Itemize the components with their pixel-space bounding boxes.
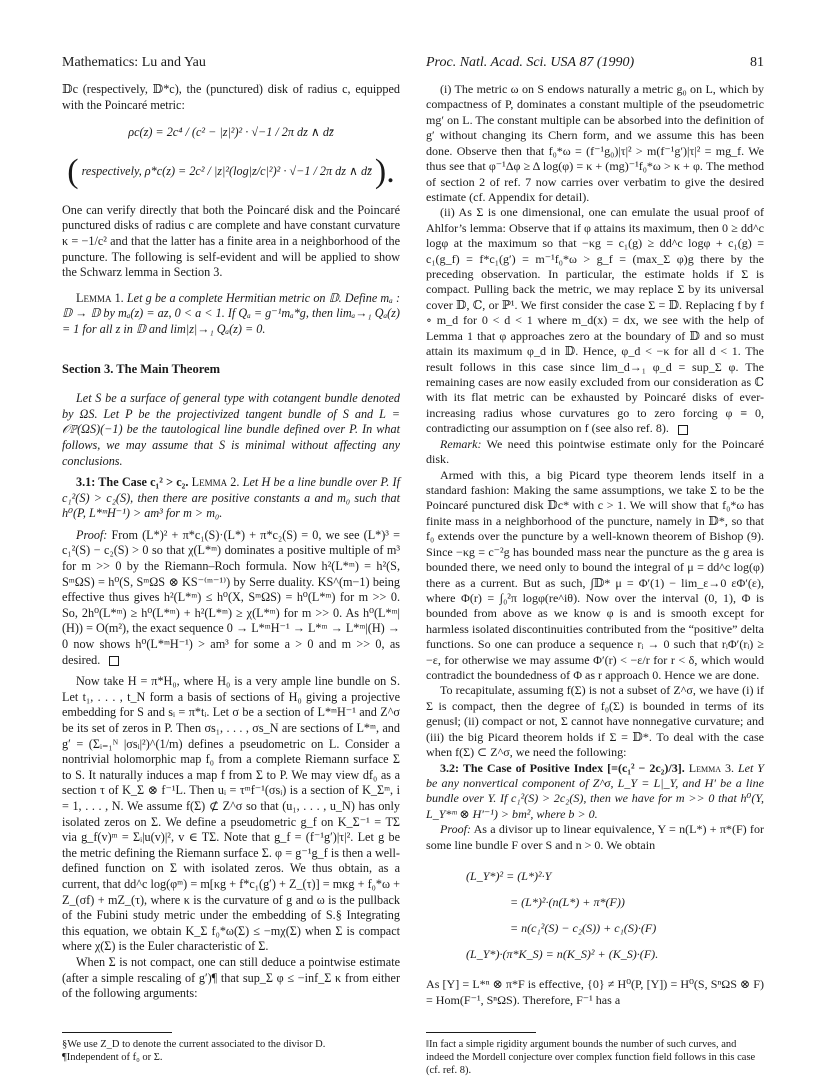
lemma-3-text: Let Y be any nonvertical component of Z^σ, L_Y = L|_Y, and H′ be a line bundle over Y. If c₁²(S) > 2c₂(S), then we have for m >> 0 that h⁰(Y, L_Y*ᵐ ⊗ H′⁻¹) > bm², where b > 0. — [426, 760, 765, 821]
intro-paragraph: 𝔻c (respectively, 𝔻*c), the (punctured) disk of radius c, equipped with the Poincaré metric: — [62, 82, 400, 112]
lemma-3-label: Lemma 3. — [688, 760, 734, 775]
lemma-2-text: Let H be a line bundle over P. If c₁²(S) > c₂(S), then there are positive constants a and m₀ such that h⁰(P, L*ᵐH⁻¹) > am³ for m > m₀. — [62, 475, 400, 521]
proof-3-label: Proof: — [440, 822, 472, 837]
footnotes-left — [62, 1038, 400, 1064]
recap-paragraph: To recapitulate, assuming f(Σ) is not a subset of Z^σ, we have (i) if Σ is compact, then the degree of f₀(Σ) is bounded in terms of its genus‖; (ii) compact or not, Σ cannot have nonnegative curvature; and (iii) the big Picard theorem holds if Σ = 𝔻*. To deal with the case when f(Σ) ⊂ Z^σ, we need the following: — [426, 683, 764, 760]
proof-lemma-3-text: As a divisor up to linear equivalence, Y = n(L*) + π*(F) for some line bundle F over S and n > 0. We obtain — [426, 822, 764, 852]
footnote-section: §We use Z_D to denote the current associated to the divisor D. — [62, 1039, 326, 1050]
punctured-poincare-equation — [62, 152, 400, 190]
lemma-3 — [426, 761, 764, 823]
punctured-equation-text: respectively, ρ*c(z) = 2c² / |z|²(log|z/c|²)² · √−1 / 2π dz ∧ dz̄ — [81, 163, 372, 178]
noncompact-paragraph: When Σ is not compact, one can still deduce a pointwise estimate (after a simple rescaling of g′)¶ that sup_Σ φ ≤ −inf_Σ κ from either of the following arguments: — [62, 954, 400, 1001]
picard-paragraph: Armed with this, a big Picard type theorem lends itself in a standard fashion: Making the same assumptions, we take Σ to be the Poincaré punctured disk 𝔻c* with c > 1. We will show that f₀*ω has finite mass in a neighborhood of the puncture, namely in 𝔻*, so that f₀ extends over the puncture by a well-known theorem of Bishop (9). Since −κg = c⁻²g has bounded mass near the puncture as the g area is bounded there, we need only to bound the integral of μ = dd^c log(φ) there as a current. But as such, ∫𝔻* μ = Φ′(1) − lim_ε→0 εΦ′(ε), where Φ(r) = ∫₀²π logφ(re^iθ). Now over the interval (0, 1), Φ is bounded from above as we know φ is and is smooth except for harmless isolated discontinuities contributed from the “positive” delta functions. So one can produce a sequence rᵢ → 0 such that rᵢΦ′(rᵢ) ≥ −ε, for otherwise we may assume Φ′(r) < −ε/r for r < δ, which would contradict the boundedness of Φ as r approach 0. Hence we are done. — [426, 467, 764, 683]
final-paragraph: As [Y] = L*ⁿ ⊗ π*F is effective, {0} ≠ H⁰(P, [Y]) = H⁰(S, SⁿΩS ⊗ F) = Hom(F⁻¹, SⁿΩS). Therefore, F⁻¹ has a — [426, 977, 764, 1007]
close-paren: ). — [374, 152, 395, 190]
right-column — [426, 82, 764, 1008]
equation-row: (L_Y*)² = (L*)²·Y — [466, 869, 552, 884]
lemma-2 — [62, 475, 400, 522]
footnote-rule-left — [62, 1032, 172, 1033]
remark-label: Remark: — [440, 436, 482, 451]
running-header-journal: Proc. Natl. Acad. Sci. USA 87 (1990) — [426, 55, 635, 70]
setup-paragraph: Let S be a surface of general type with cotangent bundle denoted by ΩS. Let P be the projectivized tangent bundle of S and L = 𝒪ℙ(ΩS)(−1) be the tautological line bundle defined over P. In what follows, we may assume that S is minimal without affecting any conclusions. — [62, 391, 400, 468]
poincare-metric-equation: ρc(z) = 2c⁴ / (c² − |z|²)² · √−1 / 2π dz ∧ dz̄ — [128, 125, 334, 140]
proof-lemma-2 — [62, 528, 400, 668]
equation-row: = n(c₁²(S) − c₂(S)) + c₁(S)·(F) — [510, 921, 657, 936]
page-number: 81 — [750, 55, 764, 70]
construction-paragraph: Now take H = π*H₀, where H₀ is a very ample line bundle on S. Let t₁, . . . , t_N form a basis of sections of H₀ giving a projective embedding for S and sᵢ = π*tᵢ. Let σ be a section of L*ᵐH⁻¹ and Z^σ be its set of zeros in P. Then σs₁, . . . , σs_N are sections of L*ᵐ, and g′ = (Σᵢ₌₁ᴺ |σsᵢ|²)^(1/m) defines a pseudometric on L. Consider a nontrivial holomorphic map f₀ from a complete Riemann surface Σ to S. It naturally induces a map f from Σ to P. We may view df₀ as a section τ of K_Σ ⊗ f⁻¹L. Then uᵢ = τᵐf⁻¹(σsᵢ) is a section of K_Σᵐ, i = 1, . . . , N. We assume f(Σ) ⊄ Z^σ so that (u₁, . . . , u_N) has only isolated zeros on Σ. We define a pseudometric g_f on K_Σ⁻¹ = TΣ via g_f(v)ᵐ = Σᵢ|u(v)|², v ∈ TΣ. Note that g_f = (f⁻¹g′)|τ|². Let g be the metric defining the Riemann surface Σ. φ = g⁻¹g_f is then a well-defined function on Σ with isolated zeros. We thus obtain, as a current, that dd^c log(φᵐ) = m[κg + f*c₁(g′) + Z_(τ)] = mκg + f₀*ω + Z_(σf) + mZ_(τ), where κ is the curvature of g and ω is the pullback of the Fubini study metric under the embedding of S.§ Integrating this equation, we obtain K_Σ f₀*ω(Σ) ≤ −mχ(Σ) when Σ is compact where χ(Σ) is the Euler characteristic of Σ. — [62, 674, 400, 954]
qed-box-icon — [678, 425, 688, 435]
remark-text: We need this pointwise estimate only for the Poincaré disk. — [426, 436, 764, 467]
left-column — [62, 82, 400, 1002]
equation-row: = (L*)²·(n(L*) + π*(F)) — [510, 895, 625, 910]
verify-paragraph: One can verify directly that both the Poincaré disk and the Poincaré punctured disks of radius c are complete and have constant curvature κ = −1/c² and that the latter has a finite area in a neighborhood of the puncture. The following is self-evident and will be applied to show the Schwarz lemma in Section 3. — [62, 202, 400, 280]
remark — [426, 437, 764, 468]
lemma-1-text: Let g be a complete Hermitian metric on 𝔻. Define mₐ : 𝔻 → 𝔻 by mₐ(z) = az, 0 < a < 1. If Qₐ = g⁻¹mₐ*g, then limₐ→₁ Qₐ(z) = 1 for all z in 𝔻 and lim|z|→₁ Qₐ(z) = 0. — [62, 290, 400, 336]
lemma-1-label: Lemma 1. — [76, 290, 124, 305]
proof-lemma-3 — [426, 822, 764, 853]
section-3-title: Section 3. The Main Theorem — [62, 361, 220, 376]
footnote-pilcrow: ¶Independent of f₀ or Σ. — [62, 1052, 163, 1063]
footnote-parallel: ‖In fact a simple rigidity argument bounds the number of such curves, and indeed the Mordell conjecture over complex function field follows in this case (cf. ref. 8). — [426, 1039, 756, 1076]
intersection-equations — [466, 863, 764, 967]
footnote-rule-right — [426, 1032, 536, 1033]
running-header-authors: Mathematics: Lu and Yau — [62, 55, 206, 70]
open-paren: ( — [67, 152, 79, 190]
equation-row: (L_Y*)·(π*K_S) = n(K_S)² + (K_S)·(F). — [466, 947, 659, 962]
argument-ii — [426, 205, 764, 436]
proof-lemma-2-text: From (L*)² + π*c₁(S)·(L*) + π*c₂(S) = 0, we see (L*)³ = c₁²(S) − c₂(S) > 0 so that χ(L*ᵐ) dominates a positive multiple of m³ for m >> 0 by the Riemann–Roch formula. Now h²(L*ᵐ) = h²(S, SᵐΩS) = h⁰(S, SᵐΩS ⊗ KS⁻⁽ᵐ⁻¹⁾) by Serre duality. KS^(m−1) being effective thus gives h²(L*ᵐ) ≤ h⁰(X, SᵐΩS) = h⁰(L*ᵐ) for m >> 0. So, 2h⁰(L*ᵐ) ≥ h⁰(L*ᵐ) + h²(L*ᵐ) ≥ χ(L*ᵐ) for m >> 0. As h⁰(L*ᵐ|(H)) = O(m²), the exact sequence 0 → L*ᵐH⁻¹ → L*ᵐ → L*ᵐ|(H) → 0 now shows h⁰(L*ᵐH⁻¹) > am³ for some a > 0 and m >> 0, as desired. — [62, 527, 400, 667]
lemma-2-label: Lemma 2. — [191, 475, 240, 490]
argument-i: (i) The metric ω on S endows naturally a metric g₀ on L, which by compactness of P, dominates a constant multiple of the pseudometric mg′ on L. The constant multiple can be absorbed into the definition of g′ without changing its Chern form, and we assume this has been done. Observe then that f₀*ω = (f⁻¹g₀)|τ|² > m(f⁻¹g′)|τ|² = mg_f. We thus see that φ⁻¹Δφ ≥ Δ log(φ) = κ + (mg)⁻¹f₀*ω > κ + φ. The method of section 2 of ref. 7 now carries over verbatim to give the desired estimate (cf. Appendix for detail). — [426, 82, 764, 204]
proof-label: Proof: — [76, 527, 108, 542]
qed-box-icon — [109, 656, 119, 666]
case-3-1-title: 3.1: The Case c₁² > c₂. — [76, 475, 189, 490]
lemma-1 — [62, 291, 400, 338]
argument-ii-text: (ii) As Σ is one dimensional, one can emulate the usual proof of Ahlfor’s lemma: Observe that if φ attains its maximum, then 0 ≥ dd^c logφ at the maximum so that −κg = c₁(g) ≥ dd^c logφ + c₁(g) = c₁(g_f) = f*c₁(g′) = m⁻¹f₀*ω > g_f = (max_Σ φ)g there by the preceding observation. In particular, the estimate holds if Σ is compact. Pulling back the metric, we may replace Σ by its universal cover 𝔻, ℂ, or ℙ¹. We first consider the case Σ = 𝔻. Replacing f by f ∘ m_d for 0 < d < 1 where m_d(x) = dx, we see with the help of Lemma 1 that φ approaches zero at the boundary of 𝔻 and so must attain its maximum φ_d in 𝔻. Hence, φ_d < −κ for all d < 1. The result follows in this case since lim_d→₁ φ_d = sup_Σ φ. The remaining cases are now easily excluded from our consideration as ℂ with its flat metric can be exhausted by Poincaré disks of ever-increasing radius whose curvatures go to zero forcing φ ≡ 0, contradicting our assumption on f (see also ref. 8). — [426, 205, 764, 436]
case-3-2-title: 3.2: The Case of Positive Index [=(c₁² − 2c₂)/3]. — [440, 760, 685, 775]
footnotes-right — [426, 1038, 764, 1077]
